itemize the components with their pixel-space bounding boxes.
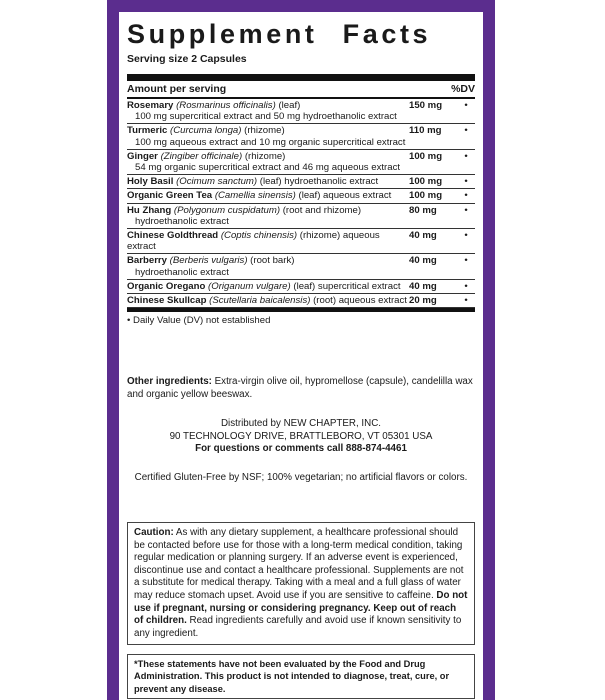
contact-line: For questions or comments call 888-874-4461	[195, 443, 407, 454]
ingredient-dv: •	[464, 204, 468, 216]
ingredient-name: Chinese Goldthread	[127, 230, 219, 242]
ingredient-latin: (Zingiber officinale)	[160, 150, 243, 162]
ingredient-amount: 80 mg	[409, 204, 437, 216]
ingredient-name: Rosemary	[127, 100, 174, 111]
ingredient-part: (leaf)	[275, 100, 301, 111]
other-ingredients-text: Extra-virgin olive oil, hypromellose (capsule), candelilla wax and organic yellow beeswax.	[127, 376, 473, 400]
ingredient-name: Chinese Skullcap	[127, 295, 207, 307]
ingredient-detail: hydroethanolic extract	[135, 215, 229, 227]
ingredient-dv: •	[464, 150, 468, 162]
amount-header	[127, 81, 475, 97]
ingredient-dv: •	[464, 176, 468, 188]
ingredient-amount: 110 mg	[409, 125, 442, 137]
ingredient-latin: (Polygonum cuspidatum)	[173, 204, 281, 216]
ingredient-detail: hydroethanolic extract	[135, 266, 229, 278]
facts-title: Supplement Facts	[127, 19, 432, 49]
ingredient-amount: 40 mg	[409, 280, 437, 292]
supplement-facts-box	[127, 18, 475, 329]
ingredient-row	[127, 124, 475, 149]
ingredient-name-cell	[127, 255, 409, 277]
ingredient-amount: 150 mg	[409, 100, 443, 111]
ingredient-detail: 54 mg organic supercritical extract and 46 mg aqueous extract	[135, 162, 401, 174]
caution-label: Caution:	[134, 527, 174, 538]
ingredient-amount: 40 mg	[409, 230, 437, 242]
ingredient-list	[127, 99, 475, 308]
ingredient-name: Organic Oregano	[127, 280, 206, 292]
caution-text-2: Read ingredients carefully and avoid use if known sensitivity to any ingredient.	[134, 615, 462, 639]
ingredient-name: Holy Basil	[127, 176, 174, 188]
ingredient-part: (leaf) supercritical extract	[290, 280, 401, 292]
ingredient-latin: (Origanum vulgare)	[208, 280, 291, 292]
caution-text-1: As with any dietary supplement, a healthcare professional should be contacted before use for those with a long-term medical condition, taking regular medication or planning surgery. If an adverse event is experienced, discontinue use and contact a healthcare professional. Supplements are not a substitute for medical therapy. Taking with a meal and a full glass of water may reduce stomach upset. Avoid use if you are sensitive to caffeine.	[134, 527, 464, 601]
dv-footnote: • Daily Value (DV) not established	[127, 315, 271, 327]
ingredient-dv: •	[464, 125, 468, 137]
ingredient-latin: (Berberis vulgaris)	[169, 255, 248, 267]
ingredient-dv: •	[464, 280, 468, 292]
ingredient-part: (leaf) hydroethanolic extract	[257, 176, 379, 188]
ingredient-latin: (Camellia sinensis)	[214, 190, 296, 202]
ingredient-amount: 20 mg	[409, 295, 437, 307]
ingredient-row	[127, 280, 475, 294]
fda-disclaimer: *These statements have not been evaluated by the Food and Drug Administration. This product is not intended to diagnose, treat, cure, or prevent any disease.	[127, 654, 475, 699]
ingredient-part: (rhizome)	[242, 150, 286, 162]
other-ingredients	[127, 376, 475, 401]
ingredient-amount: 100 mg	[409, 176, 443, 188]
ingredient-name: Organic Green Tea	[127, 190, 213, 202]
ingredient-part: (rhizome) aqueous extract	[127, 230, 380, 253]
ingredient-amount: 100 mg	[409, 190, 443, 202]
ingredient-part: (root bark)	[247, 255, 295, 267]
ingredient-name-cell	[127, 230, 409, 252]
ingredient-latin: (Ocimum sanctum)	[176, 176, 258, 188]
ingredient-row	[127, 294, 475, 308]
ingredient-row	[127, 254, 475, 279]
ingredient-dv: •	[464, 100, 468, 111]
ingredient-dv: •	[464, 295, 468, 307]
ingredient-row	[127, 204, 475, 229]
ingredient-name-cell	[127, 151, 409, 173]
dv-header-label: %DV	[451, 83, 475, 95]
certification-text: Certified Gluten-Free by NSF; 100% vegetarian; no artificial flavors or colors.	[134, 472, 468, 483]
other-ingredients-label: Other ingredients:	[127, 376, 212, 387]
distributor-line1: Distributed by NEW CHAPTER, INC.	[220, 418, 382, 429]
ingredient-dv: •	[464, 255, 468, 267]
ingredient-row	[127, 229, 475, 254]
ingredient-name: Turmeric	[127, 125, 168, 137]
ingredient-latin: (Scutellaria baicalensis)	[209, 295, 311, 307]
ingredient-row	[127, 150, 475, 175]
ingredient-part: (rhizome)	[241, 125, 285, 137]
thick-divider	[127, 74, 475, 81]
ingredient-name: Ginger	[127, 150, 158, 162]
ingredient-name-cell	[127, 281, 409, 292]
ingredient-name-cell	[127, 190, 409, 201]
ingredient-latin: (Rosmarinus officinalis)	[176, 100, 276, 111]
ingredient-amount: 40 mg	[409, 255, 437, 267]
amount-header-label: Amount per serving	[127, 83, 227, 95]
ingredient-latin: (Curcuma longa)	[170, 125, 242, 137]
ingredient-part: (leaf) aqueous extract	[295, 190, 392, 202]
ingredient-detail: 100 mg supercritical extract and 50 mg hydroethanolic extract	[135, 111, 397, 123]
ingredient-part: (root) aqueous extract	[310, 295, 407, 307]
ingredient-name-cell	[127, 100, 409, 122]
ingredient-name-cell	[127, 125, 409, 147]
ingredient-dv: •	[464, 230, 468, 242]
ingredient-row	[127, 99, 475, 124]
ingredient-name-cell	[127, 176, 409, 187]
ingredient-name: Hu Zhang	[127, 204, 172, 216]
serving-size: Serving size 2 Capsules	[127, 53, 247, 65]
ingredient-detail: 100 mg aqueous extract and 10 mg organic supercritical extract	[135, 136, 406, 148]
ingredient-name-cell	[127, 295, 409, 306]
ingredient-row	[127, 189, 475, 203]
ingredient-latin: (Coptis chinensis)	[220, 230, 298, 242]
ingredient-row	[127, 175, 475, 189]
distributor-address: 90 TECHNOLOGY DRIVE, BRATTLEBORO, VT 05301 USA	[169, 430, 433, 442]
distributor-info	[127, 418, 475, 456]
ingredient-amount: 100 mg	[409, 150, 443, 162]
ingredient-name-cell	[127, 205, 409, 227]
ingredient-dv: •	[464, 190, 468, 202]
ingredient-name: Barberry	[127, 255, 167, 267]
ingredient-part: (root and rhizome)	[280, 204, 362, 216]
caution-box	[127, 522, 475, 645]
caution-warning: Do not use if pregnant, nursing or considering pregnancy. Keep out of reach of children.	[134, 589, 468, 627]
label-panel	[119, 12, 483, 700]
